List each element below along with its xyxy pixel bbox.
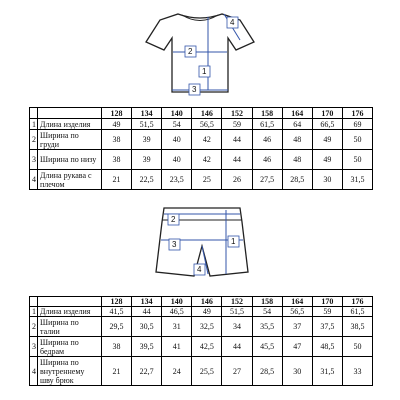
size-header: 170	[312, 108, 342, 119]
shorts-marker-4	[194, 264, 205, 275]
table-cell: 27	[222, 357, 252, 386]
row-number: 2	[30, 317, 38, 337]
shorts-marker-2	[168, 214, 179, 225]
table-cell: 42,5	[192, 337, 222, 357]
table-cell: 22,5	[132, 170, 162, 190]
table-cell: 48,5	[312, 337, 342, 357]
table-cell: 31,5	[342, 170, 372, 190]
table-cell: 46	[252, 130, 282, 150]
row-number: 4	[30, 357, 38, 386]
table-cell: 49	[102, 119, 132, 130]
table-row	[30, 130, 373, 150]
size-header: 146	[192, 108, 222, 119]
size-header: 158	[252, 108, 282, 119]
size-header: 146	[192, 297, 222, 307]
row-label: Ширина по груди	[38, 130, 102, 150]
table-cell: 38	[102, 337, 132, 357]
row-number: 2	[30, 130, 38, 150]
table-cell: 48	[282, 130, 312, 150]
table-cell: 41	[162, 337, 192, 357]
table-cell: 29,5	[102, 317, 132, 337]
table-cell: 47	[282, 337, 312, 357]
size-header: 128	[102, 297, 132, 307]
tshirt-marker-3-label: 3	[192, 85, 197, 94]
table-cell: 34	[222, 317, 252, 337]
table-cell: 59	[312, 307, 342, 317]
shorts-size-table	[29, 296, 373, 386]
table-cell: 61,5	[342, 307, 372, 317]
tshirt-marker-4-label: 4	[230, 18, 235, 27]
table-header-row	[30, 297, 373, 307]
header-corner	[30, 297, 38, 307]
size-header: 140	[162, 108, 192, 119]
table-cell: 30	[312, 170, 342, 190]
tshirt-marker-2-label: 2	[188, 47, 193, 56]
tshirt-diagram	[130, 2, 270, 98]
shorts-marker-1-label: 1	[231, 237, 236, 246]
table-cell: 64	[282, 119, 312, 130]
table-cell: 38	[102, 150, 132, 170]
row-label: Ширина по бедрам	[38, 337, 102, 357]
shorts-marker-4-label: 4	[197, 265, 202, 274]
table-cell: 41,5	[102, 307, 132, 317]
table-cell: 44	[222, 150, 252, 170]
table-cell: 38	[102, 130, 132, 150]
size-header: 128	[102, 108, 132, 119]
table-cell: 42	[192, 150, 222, 170]
shorts-marker-3	[169, 239, 180, 250]
table-cell: 31,5	[312, 357, 342, 386]
table-header-row	[30, 108, 373, 119]
row-number: 3	[30, 337, 38, 357]
row-label: Длина изделия	[38, 307, 102, 317]
size-header: 164	[282, 108, 312, 119]
table-cell: 28,5	[252, 357, 282, 386]
row-number: 1	[30, 119, 38, 130]
tshirt-marker-4	[227, 17, 238, 28]
header-corner	[30, 108, 38, 119]
table-cell: 22,7	[132, 357, 162, 386]
table-cell: 46,5	[162, 307, 192, 317]
table-cell: 59	[222, 119, 252, 130]
row-number: 3	[30, 150, 38, 170]
table-cell: 24	[162, 357, 192, 386]
size-header: 158	[252, 297, 282, 307]
tshirt-marker-1-label: 1	[202, 67, 207, 76]
table-cell: 23,5	[162, 170, 192, 190]
table-cell: 37,5	[312, 317, 342, 337]
shorts-diagram	[152, 202, 252, 286]
table-row	[30, 337, 373, 357]
table-cell: 54	[252, 307, 282, 317]
row-label: Ширина по низу	[38, 150, 102, 170]
table-row	[30, 119, 373, 130]
row-number: 1	[30, 307, 38, 317]
table-cell: 48	[282, 150, 312, 170]
table-row	[30, 307, 373, 317]
size-header: 164	[282, 297, 312, 307]
shorts-marker-2-label: 2	[171, 215, 176, 224]
row-label: Ширина по внутреннему шву брюк	[38, 357, 102, 386]
table-cell: 66,5	[312, 119, 342, 130]
table-cell: 44	[132, 307, 162, 317]
table-cell: 28,5	[282, 170, 312, 190]
table-cell: 31	[162, 317, 192, 337]
table-cell: 32,5	[192, 317, 222, 337]
table-cell: 61,5	[252, 119, 282, 130]
table-cell: 40	[162, 130, 192, 150]
size-header: 176	[342, 297, 372, 307]
tshirt-marker-2	[185, 46, 196, 57]
size-header: 176	[342, 108, 372, 119]
table-cell: 21	[102, 357, 132, 386]
size-header: 140	[162, 297, 192, 307]
table-cell: 69	[342, 119, 372, 130]
table-cell: 50	[342, 130, 372, 150]
shorts-marker-3-label: 3	[172, 240, 177, 249]
table-cell: 39	[132, 150, 162, 170]
table-row	[30, 150, 373, 170]
row-label: Длина изделия	[38, 119, 102, 130]
table-cell: 51,5	[222, 307, 252, 317]
table-cell: 50	[342, 337, 372, 357]
table-row	[30, 317, 373, 337]
table-cell: 38,5	[342, 317, 372, 337]
tshirt-size-table	[29, 107, 373, 190]
table-cell: 51,5	[132, 119, 162, 130]
size-header: 134	[132, 108, 162, 119]
table-cell: 27,5	[252, 170, 282, 190]
size-header: 152	[222, 297, 252, 307]
table-cell: 49	[312, 130, 342, 150]
table-cell: 54	[162, 119, 192, 130]
size-header: 152	[222, 108, 252, 119]
table-cell: 50	[342, 150, 372, 170]
table-cell: 39	[132, 130, 162, 150]
table-cell: 25,5	[192, 357, 222, 386]
table-cell: 46	[252, 150, 282, 170]
row-label: Длина рукава с плечом	[38, 170, 102, 190]
table-cell: 40	[162, 150, 192, 170]
table-cell: 44	[222, 130, 252, 150]
table-cell: 42	[192, 130, 222, 150]
table-cell: 30,5	[132, 317, 162, 337]
table-cell: 45,5	[252, 337, 282, 357]
table-cell: 49	[312, 150, 342, 170]
size-header: 134	[132, 297, 162, 307]
table-cell: 33	[342, 357, 372, 386]
table-cell: 37	[282, 317, 312, 337]
row-label: Ширина по талии	[38, 317, 102, 337]
table-cell: 49	[192, 307, 222, 317]
table-cell: 44	[222, 337, 252, 357]
size-header: 170	[312, 297, 342, 307]
tshirt-marker-3	[189, 84, 200, 95]
table-cell: 56,5	[282, 307, 312, 317]
table-cell: 26	[222, 170, 252, 190]
tshirt-marker-1	[199, 66, 210, 77]
table-cell: 39,5	[132, 337, 162, 357]
table-row	[30, 170, 373, 190]
table-cell: 30	[282, 357, 312, 386]
table-cell: 56,5	[192, 119, 222, 130]
table-cell: 25	[192, 170, 222, 190]
row-number: 4	[30, 170, 38, 190]
header-corner-label	[38, 108, 102, 119]
table-cell: 21	[102, 170, 132, 190]
shorts-marker-1	[228, 236, 239, 247]
table-cell: 35,5	[252, 317, 282, 337]
header-corner-label	[38, 297, 102, 307]
table-row	[30, 357, 373, 386]
